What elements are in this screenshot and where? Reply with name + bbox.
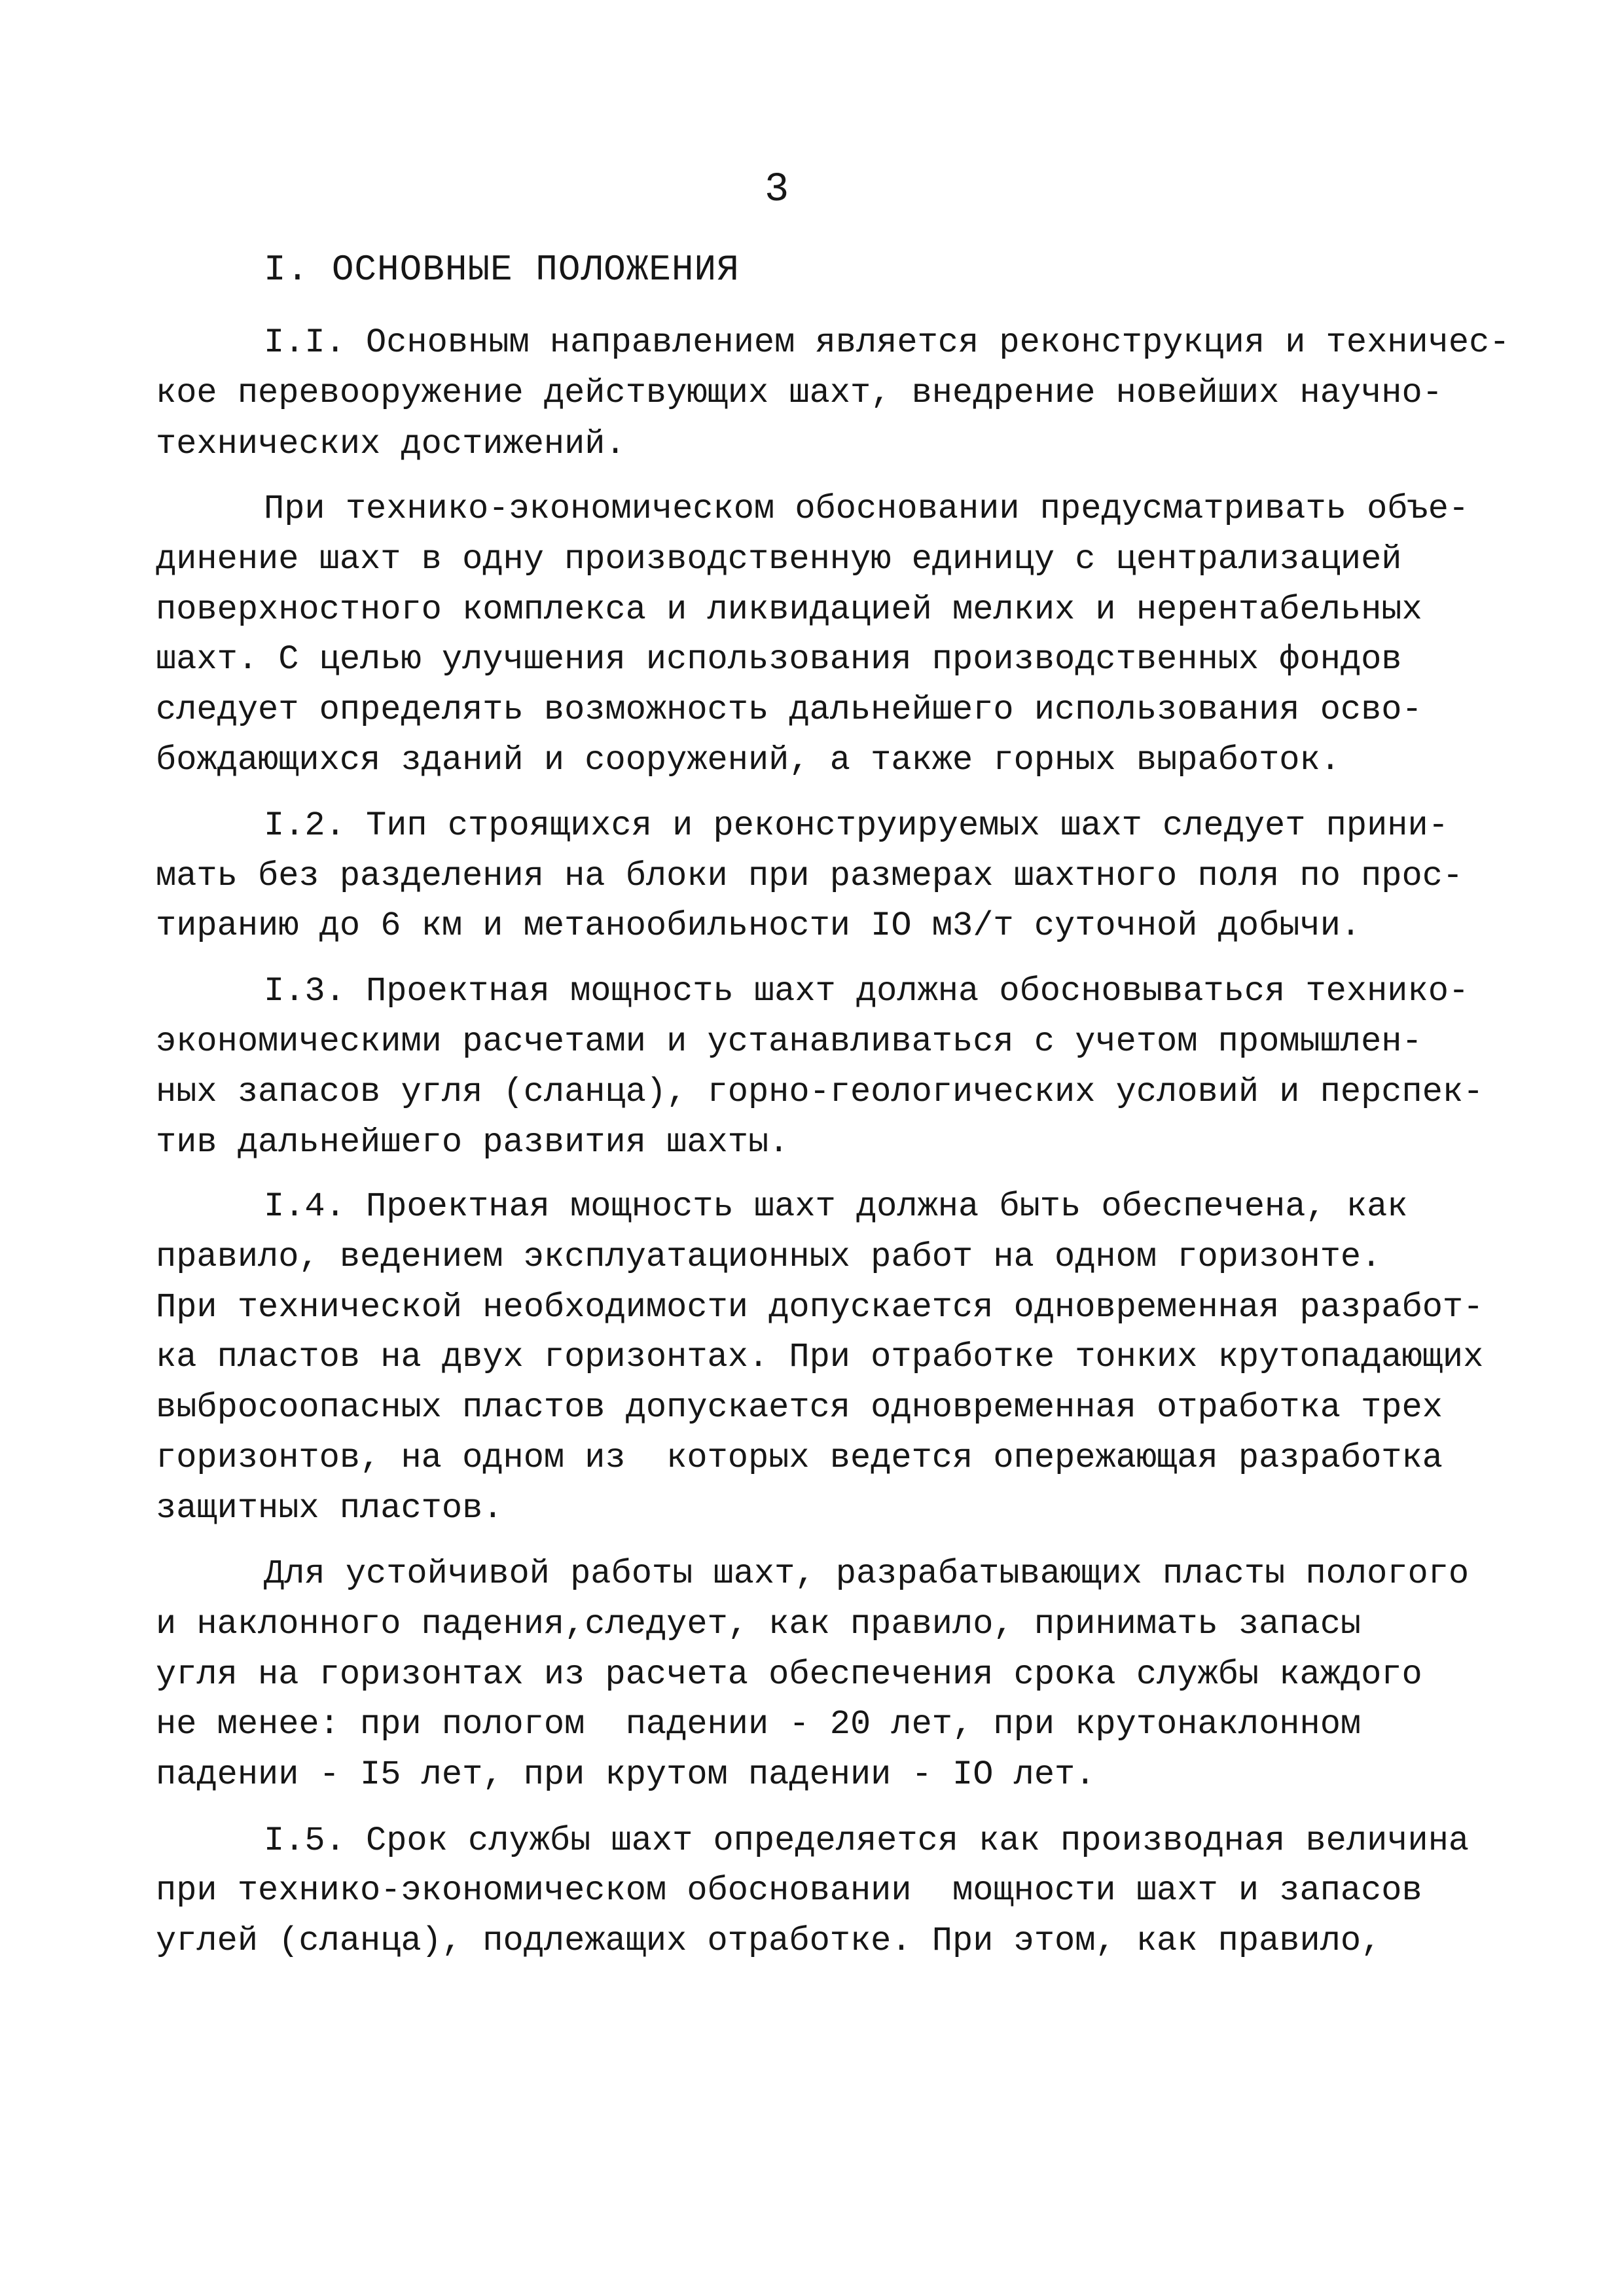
text-line: шахт. С целью улучшения использования производственных фондов [156,640,1402,679]
text-line: ных запасов угля (сланца), горно-геологических условий и перспек- [156,1073,1484,1111]
text-line: защитных пластов. [156,1489,503,1528]
text-line: ка пластов на двух горизонтах. При отработке тонких крутопадающих [156,1338,1484,1376]
text-line: бождающихся зданий и сооружений, а также горных выработок. [156,741,1341,780]
text-line: экономическими расчетами и устанавливаться с учетом промышлен- [156,1022,1422,1061]
text-line: При технической необходимости допускается одновременная разработ- [156,1288,1484,1327]
text-line: поверхностного комплекса и ликвидацией мелких и нерентабельных [156,590,1422,629]
text-line: I.I. Основным направлением является реконструкция и техничес- [264,323,1510,362]
text-line: При технико-экономическом обосновании предусматривать объе- [264,490,1470,528]
text-line: Для устойчивой работы шахт, разрабатывающих пласты пологого [264,1554,1470,1593]
text-line: угля на горизонтах из расчета обеспечения срока службы каждого [156,1655,1422,1694]
page-number: 3 [765,166,790,213]
text-line: динение шахт в одну производственную единицу с централизацией [156,540,1402,579]
text-line: мать без разделения на блоки при размерах шахтного поля по прос- [156,857,1464,895]
text-line: технических достижений. [156,425,626,463]
text-line: I.2. Тип строящихся и реконструируемых шахт следует прини- [264,806,1449,845]
text-line: и наклонного падения,следует, как правило, принимать запасы [156,1605,1362,1643]
text-line: тив дальнейшего развития шахты. [156,1123,789,1162]
section-heading: I. ОСНОВНЫЕ ПОЛОЖЕНИЯ [264,249,740,291]
text-line: кое перевооружение действующих шахт, внедрение новейших научно- [156,374,1443,412]
text-line: I.5. Срок службы шахт определяется как производная величина [264,1821,1470,1860]
text-line: тиранию до 6 км и метанообильности IO м3/т суточной добычи. [156,906,1362,945]
text-line: при технико-экономическом обосновании мощности шахт и запасов [156,1871,1422,1910]
text-line: правило, ведением эксплуатационных работ на одном горизонте. [156,1238,1382,1276]
text-line: I.4. Проектная мощность шахт должна быть обеспечена, как [264,1187,1408,1226]
text-line: падении - I5 лет, при крутом падении - IO лет. [156,1755,1096,1794]
text-line: не менее: при пологом падении - 20 лет, при крутонаклонном [156,1705,1362,1744]
text-line: углей (сланца), подлежащих отработке. При этом, как правило, [156,1922,1382,1960]
text-line: выбросоопасных пластов допускается одновременная отработка трех [156,1388,1443,1427]
text-line: I.3. Проектная мощность шахт должна обосновываться технико- [264,972,1470,1011]
text-line: следует определять возможность дальнейшего использования осво- [156,691,1422,729]
text-line: горизонтов, на одном из которых ведется опережающая разработка [156,1439,1443,1477]
